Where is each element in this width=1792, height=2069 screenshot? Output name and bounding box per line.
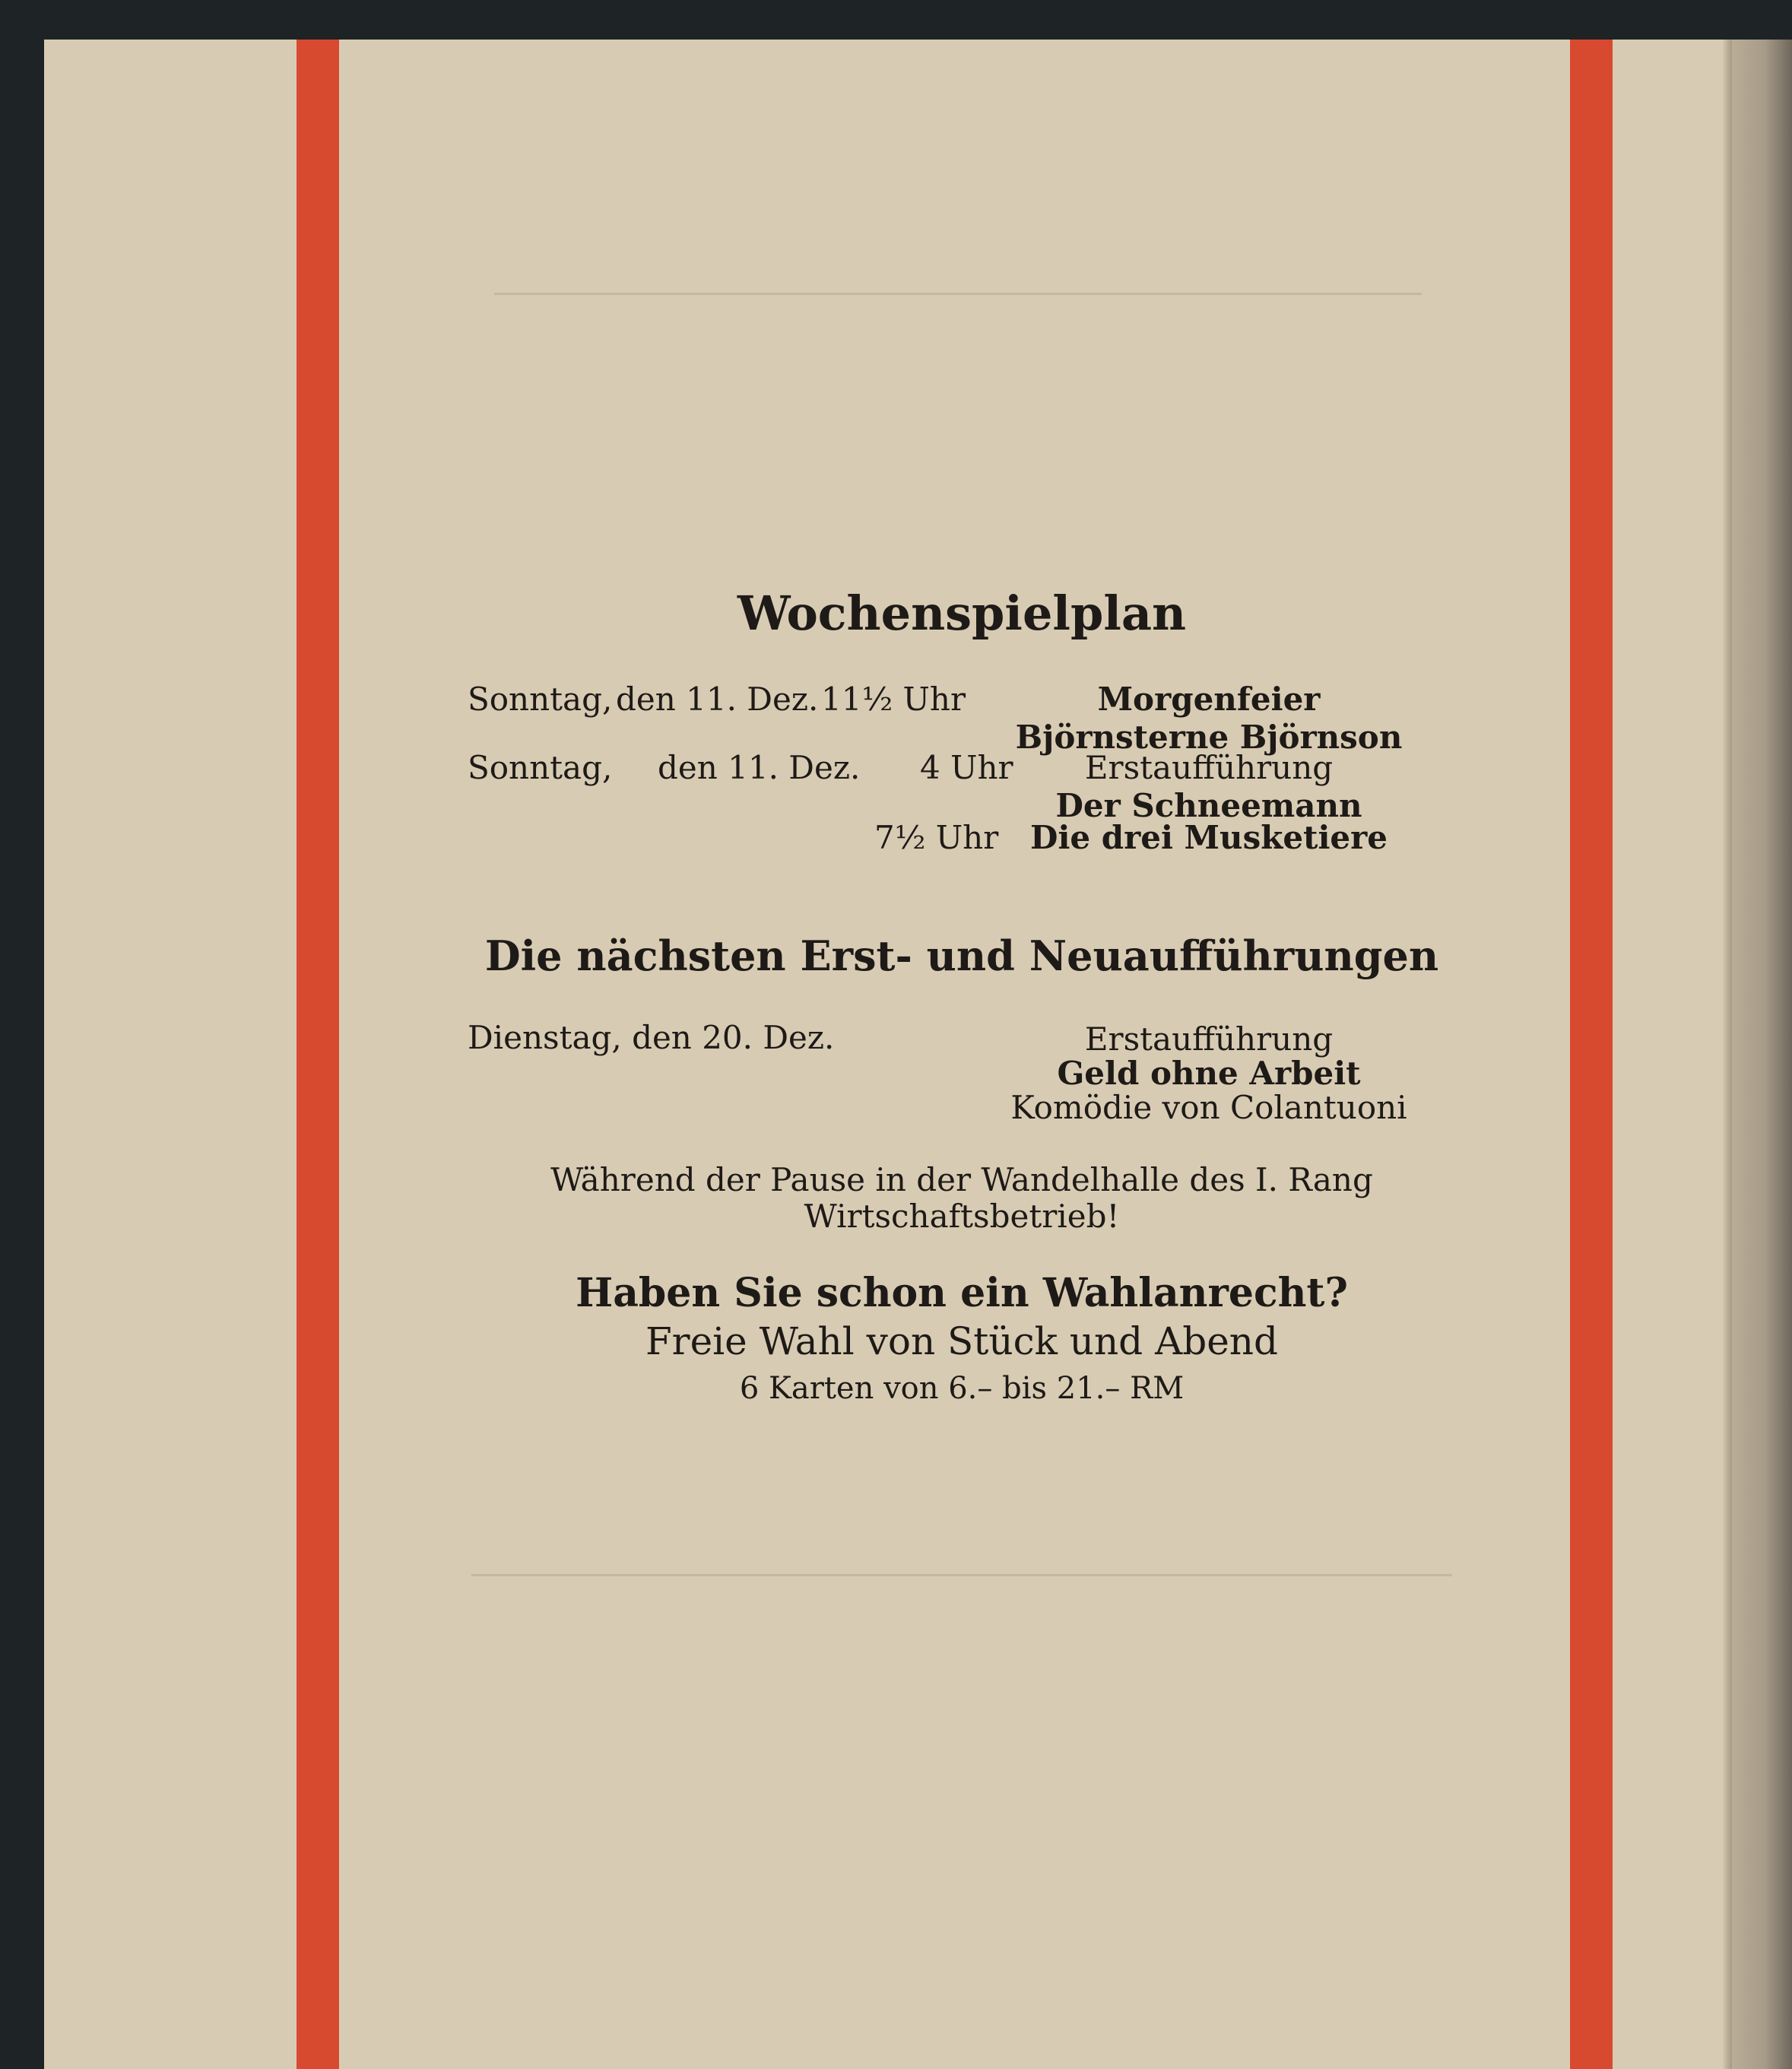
next-page-edge	[1732, 40, 1792, 2069]
promo-headline: Haben Sie schon ein Wahlanrecht?	[576, 1270, 1348, 1316]
promo-details: 6 Karten von 6.– bis 21.– RM	[739, 1371, 1185, 1406]
show-through-rule-bottom	[471, 1574, 1452, 1576]
schedule-row3-event: Die drei Musketiere	[1030, 819, 1388, 856]
page-fold-shadow	[1722, 40, 1733, 2069]
show-through-rule	[494, 293, 1422, 295]
schedule-row1-event: Morgenfeier	[1097, 681, 1321, 718]
schedule-row2-day: Sonntag,	[468, 749, 613, 786]
left-red-stripe	[297, 40, 339, 2069]
upcoming-section-title: Die nächsten Erst- und Neuaufführungen	[484, 931, 1439, 980]
schedule-row1-detail: Björnsterne Björnson	[1015, 719, 1403, 756]
schedule-row3-time: 7½ Uhr	[874, 819, 999, 856]
upcoming-event: Erstaufführung	[1084, 1020, 1334, 1058]
schedule-row1-time: 11½ Uhr	[821, 681, 966, 718]
schedule-row2-time: 4 Uhr	[920, 749, 1013, 786]
schedule-row1-day: Sonntag,	[468, 681, 613, 718]
upcoming-play: Geld ohne Arbeit	[1057, 1055, 1361, 1092]
page-title: Wochenspielplan	[737, 585, 1187, 641]
upcoming-author: Komödie von Colantuoni	[1010, 1089, 1407, 1126]
promo-subline: Freie Wahl von Stück und Abend	[645, 1319, 1279, 1363]
notice-line2: Wirtschaftsbetrieb!	[804, 1198, 1120, 1235]
right-red-stripe	[1570, 40, 1613, 2069]
schedule-row2-detail: Der Schneemann	[1055, 787, 1362, 824]
notice-line1: Während der Pause in der Wandelhalle des I. Rang	[550, 1161, 1373, 1198]
schedule-row2-date: den 11. Dez.	[658, 749, 861, 786]
schedule-row2-event: Erstaufführung	[1084, 749, 1334, 786]
upcoming-date: Dienstag, den 20. Dez.	[468, 1019, 835, 1056]
schedule-row1-date: den 11. Dez.	[616, 681, 819, 718]
